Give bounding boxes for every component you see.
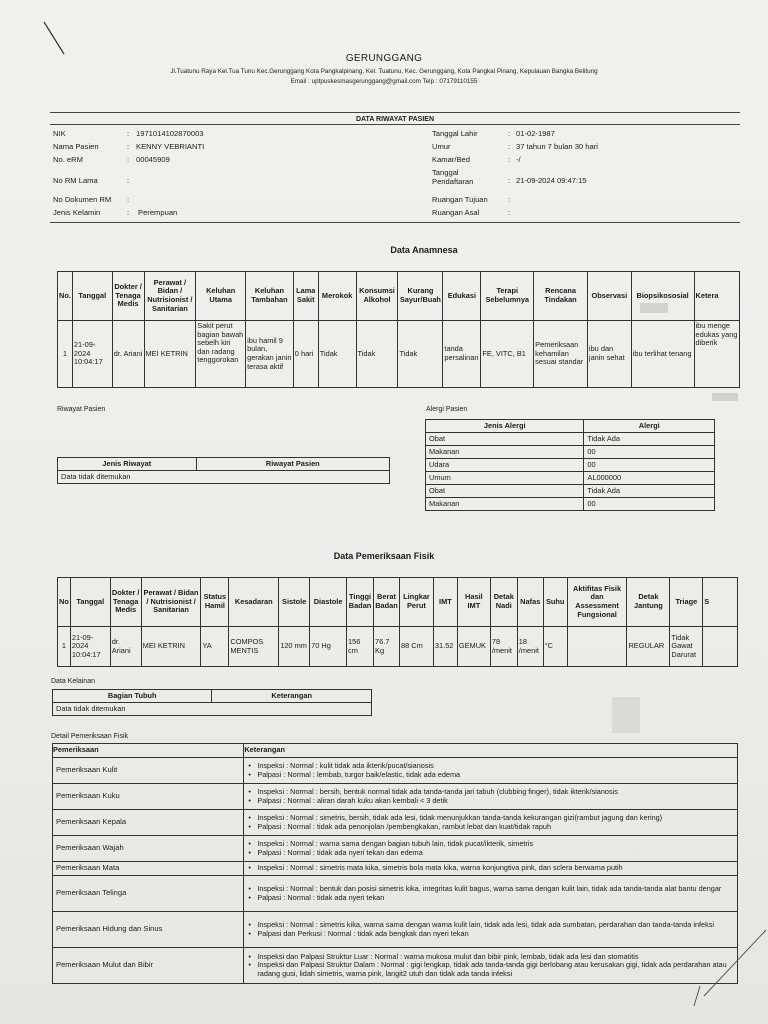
col-header: Jenis Alergi [426,420,584,433]
value-kamar: -/ [516,155,521,164]
cell: 0 hari [293,321,318,388]
col-header: Rencana Tindakan [534,272,588,321]
clinic-address: Jl.Tuatunu Raya Kel.Tua Tunu Kec.Gerunggang Kota Pangkalpinang, Kel. Tuatunu, Kec. Gerunggang, Kota Pangkal Pinang, Kepulauan Bangka Belitung [170,68,598,75]
label-umur: Umur [432,142,451,151]
table-row [58,627,738,667]
cell: 76.7 Kg [374,627,400,667]
cell: 00 [584,446,715,459]
empty-message: Data tidak ditemukan [53,703,372,716]
cell: 18 /menit [517,627,543,667]
label-kamar: Kamar/Bed [432,155,470,164]
pen-stroke-icon [690,926,768,1024]
table-row [53,862,738,876]
note-line: • Inspeksi : Normal : kulit tidak ada ikterik/pucat/sianosis [247,762,734,770]
col-header: Perawat / Bidan / Nutrisionist / Sanitarian [141,578,201,627]
colon: : [508,129,511,138]
cell: Umum [426,472,584,485]
scan-smudge [612,697,640,733]
cell: dr. Ariani [112,321,144,388]
col-header: Dokter / Tenaga Medis [112,272,144,321]
cell: GEMUK [457,627,490,667]
col-header: Perawat / Bidan / Nutrisionist / Sanitarian [144,272,196,321]
table-row [58,321,740,388]
alergi-title: Alergi Pasien [426,406,468,413]
col-header: Detak Jantung [627,578,670,627]
label-ruangan-asal: Ruangan Asal [432,208,480,217]
detail-title: Detail Pemeriksaan Fisik [51,733,129,740]
note-line: • Palpasi : Normal : aliran darah kuku akan kembali < 3 detik [247,797,734,805]
colon: : [508,195,511,204]
cell: Obat [426,433,584,446]
kelainan-table [52,689,372,716]
cell: Sakit perut bagian bawah sebelh kiri dan radang tenggorokan [196,321,246,388]
col-header: Sistole [279,578,310,627]
note-line: • Palpasi : Normal : tidak ada nyeri tekan [247,894,734,902]
col-header: Terapi Sebelumnya [481,272,534,321]
col-header: No [58,578,71,627]
note-line: • Inspeksi dan Palpasi Struktur Luar : Normal : warna mukosa mulut dan bibir pink, lembab, tidak ada lesi dan stomatitis [247,953,734,961]
table-row [53,912,738,948]
exam-name: Pemeriksaan Kulit [53,758,244,784]
label-rm-lama: No RM Lama [53,176,98,185]
col-header: Triage [670,578,703,627]
exam-notes [244,948,738,984]
value-jenis-kelamin: Perempuan [138,208,178,217]
col-header: Jenis Riwayat [58,458,197,471]
alergi-header-row [426,420,715,433]
riwayat-title: DATA RIWAYAT PASIEN [355,116,435,123]
col-header: Pemeriksaan [53,744,244,758]
cell: °C [543,627,567,667]
fisik-title: Data Pemeriksaan Fisik [333,551,435,561]
cell: 78 /menit [490,627,517,667]
detail-table [52,743,738,984]
value-nik: 1971014102870003 [136,129,204,138]
col-header: Kurang Sayur/Buah [398,272,443,321]
exam-notes [244,836,738,862]
anamnesa-title: Data Anamnesa [390,245,458,255]
colon: : [508,142,511,151]
clinic-name: GERUNGGANG [345,53,423,64]
col-header: Konsumsi Alkohol [356,272,398,321]
cell: Udara [426,459,584,472]
exam-name: Pemeriksaan Mulut dan Bibir [53,948,244,984]
colon: : [508,208,511,217]
col-header: Biopsikososial [631,272,694,321]
cell: Makanan [426,446,584,459]
colon: : [508,176,511,185]
cell: 1 [58,627,71,667]
pen-mark-icon [40,18,70,58]
col-header: Keterangan [212,690,372,703]
cell: 88 Cm [400,627,434,667]
cell: 00 [584,498,715,511]
note-line: • Palpasi : Normal : lembab, turgor baik/elastic, tidak ada edema [247,771,734,779]
label-jenis-kelamin: Jenis Kelamin [53,208,101,217]
col-header: Keterangan [244,744,738,758]
col-header: Tinggi Badan [347,578,374,627]
cell: 21-09-2024 10:04:17 [72,321,112,388]
cell: AL000000 [584,472,715,485]
note-line: • Palpasi : Normal : tidak ada nyeri tekan dan edema [247,849,734,857]
label-nama: Nama Pasien [53,142,99,151]
cell: Makanan [426,498,584,511]
value-tanggal-pendaftaran: 21-09-2024 09:47:15 [516,176,587,185]
table-row [426,498,715,511]
label-ruangan-tujuan: Ruangan Tujuan [432,195,488,204]
table-row [53,948,738,984]
scan-smudge [640,303,668,313]
note-line: • Inspeksi : Normal : simetris mata kika, simetris bola mata kika, warna konjungtiva pink, dan sclera berwarna putih [247,864,734,872]
note-line: • Inspeksi dan Palpasi Struktur Dalam : Normal : gigi lengkap, tidak ada tanda-tanda gigi berlobang atau kerusakan gigi, tidak ada perdarahan atau radang gusi, lidah simetris, warna pink, langit2 utuh dan tidak ada tanda infeksi [247,961,734,978]
note-line: • Inspeksi : Normal : warna sama dengan bagian tubuh lain, tidak pucat/ikterik, simetris [247,840,734,848]
cell: COMPOS MENTIS [229,627,279,667]
cell: 21-09-2024 10:04:17 [70,627,110,667]
col-header: Suhu [543,578,567,627]
note-line: • Palpasi dan Perkusi : Normal : tidak ada bengkak dan nyeri tekan [247,930,734,938]
anamnesa-header-row [58,272,740,321]
col-header: Keluhan Utama [196,272,246,321]
exam-name: Pemeriksaan Wajah [53,836,244,862]
exam-name: Pemeriksaan Kepala [53,810,244,836]
note-line: • Inspeksi : Normal : simetris, bersih, tidak ada lesi, tidak menunjukkan tanda-tanda kekurangan gizi(rambut jagung dan kering) [247,814,734,822]
col-header: Status Hamil [201,578,229,627]
exam-notes [244,912,738,948]
cell: Pemeriksaan kehamilan sesuai standar [534,321,588,388]
riwayat-pasien-title: Riwayat Pasien [57,406,106,413]
kelainan-header-row [53,690,372,703]
cell: Tidak Ada [584,433,715,446]
cell: dr. Ariani [110,627,141,667]
col-header: Berat Badan [374,578,400,627]
cell: 156 cm [347,627,374,667]
table-row [53,758,738,784]
table-row [53,810,738,836]
table-row [426,472,715,485]
cell: 120 mm [279,627,310,667]
col-header: Ketera [694,272,740,321]
kelainan-title: Data Kelainan [51,678,95,685]
label-tanggal-lahir: Tanggal Lahir [432,129,478,138]
cell: Tidak Gawat Darurat [670,627,703,667]
empty-message: Data tidak ditemukan [58,471,390,484]
label-erm: No. eRM [53,155,83,164]
divider [50,222,740,223]
colon: : [127,142,130,151]
cell: YA [201,627,229,667]
cell: Tidak [398,321,443,388]
exam-name: Pemeriksaan Mata [53,862,244,876]
note-line: • Inspeksi : Normal : bersih, bentuk normal tidak ada tanda-tanda jari tabuh (clubbing finger), tidak ikterik/sianosis [247,788,734,796]
col-header: Observasi [587,272,631,321]
col-header: Tanggal [72,272,112,321]
cell: MEI KETRIN [141,627,201,667]
table-row [426,485,715,498]
value-umur: 37 tahun 7 bulan 30 hari [516,142,598,151]
cell [703,627,738,667]
value-nama: KENNY VEBRIANTI [136,142,205,151]
note-line: • Inspeksi : Normal : simetris kika, warna sama dengan warna kulit lain, tidak ada lesi, tidak ada sumbatan, perdarahan dan tanda-tanda infeksi [247,921,734,929]
col-header: Hasil IMT [457,578,490,627]
col-header: IMT [433,578,457,627]
col-header: Detak Nadi [490,578,517,627]
col-header: Keluhan Tambahan [246,272,294,321]
col-header: Aktifitas Fisik dan Assessment Fungsional [567,578,627,627]
cell: ibu dan janin sehat [587,321,631,388]
note-line: • Palpasi : Normal : tidak ada penonjolan /pembengkakan, rambut lebat dan kuat/tidak rapuh [247,823,734,831]
exam-notes [244,876,738,912]
colon: : [127,155,130,164]
table-row [426,433,715,446]
table-row [53,876,738,912]
col-header: Edukasi [443,272,481,321]
table-row [53,836,738,862]
detail-header-row [53,744,738,758]
col-header: Nafas [517,578,543,627]
riwayat-header-row [58,458,390,471]
cell: MEI KETRIN [144,321,196,388]
col-header: Bagian Tubuh [53,690,212,703]
divider [50,124,740,125]
table-row [426,459,715,472]
exam-notes [244,810,738,836]
clinic-contact: Email : uptpuskesmasgerunggang@gmail.com Telp : 07179110155 [290,78,478,85]
col-header: Dokter / Tenaga Medis [110,578,141,627]
colon: : [127,129,130,138]
value-erm: 00045909 [136,155,170,164]
cell: tanda persalinan [443,321,481,388]
col-header: Alergi [584,420,715,433]
cell: Tidak [356,321,398,388]
col-header: Kesadaran [229,578,279,627]
value-tanggal-lahir: 01-02-1987 [516,129,555,138]
colon: : [127,195,130,204]
colon: : [127,208,130,217]
colon: : [508,155,511,164]
cell: FE, VITC, B1 [481,321,534,388]
note-line: • Inspeksi : Normal : bentuk dan posisi simetris kika, integritas kulit bagus, warna sama dengan kulit lain, tidak ada tanda-tanda alat bantu dengar [247,885,734,893]
col-header: Lingkar Perut [400,578,434,627]
riwayat-pasien-table [57,457,390,484]
table-row [53,703,372,716]
cell [567,627,627,667]
exam-notes [244,758,738,784]
col-header: Lama Sakit [293,272,318,321]
cell: REGULAR [627,627,670,667]
col-header: Diastole [310,578,347,627]
cell: Obat [426,485,584,498]
table-row [58,471,390,484]
label-no-dokumen: No Dokumen RM [53,195,112,204]
cell: 70 Hg [310,627,347,667]
exam-notes [244,862,738,876]
fisik-table [57,577,738,667]
exam-name: Pemeriksaan Telinga [53,876,244,912]
alergi-table [425,419,715,511]
exam-name: Pemeriksaan Hidung dan Sinus [53,912,244,948]
col-header: Tanggal [70,578,110,627]
cell: Tidak Ada [584,485,715,498]
col-header: No. [58,272,73,321]
table-row [426,446,715,459]
table-row [53,784,738,810]
cell: ibu menge edukas yang diberik [694,321,740,388]
cell: 1 [58,321,73,388]
divider [50,112,740,113]
label-tanggal-pendaftaran: Tanggal Pendaftaran [432,168,474,186]
col-header: Riwayat Pasien [196,458,389,471]
exam-notes [244,784,738,810]
cell: 31.52 [433,627,457,667]
anamnesa-table [57,271,740,388]
cell: Tidak [318,321,356,388]
colon: : [127,176,130,185]
cell: 00 [584,459,715,472]
cell: ibu hamil 9 bulan, gerakan janin terasa aktif [246,321,294,388]
label-nik: NIK [53,129,66,138]
col-header: S [703,578,738,627]
fisik-header-row [58,578,738,627]
scan-smudge [712,393,738,401]
exam-name: Pemeriksaan Kuku [53,784,244,810]
col-header: Merokok [318,272,356,321]
cell: ibu terlihat tenang [631,321,694,388]
